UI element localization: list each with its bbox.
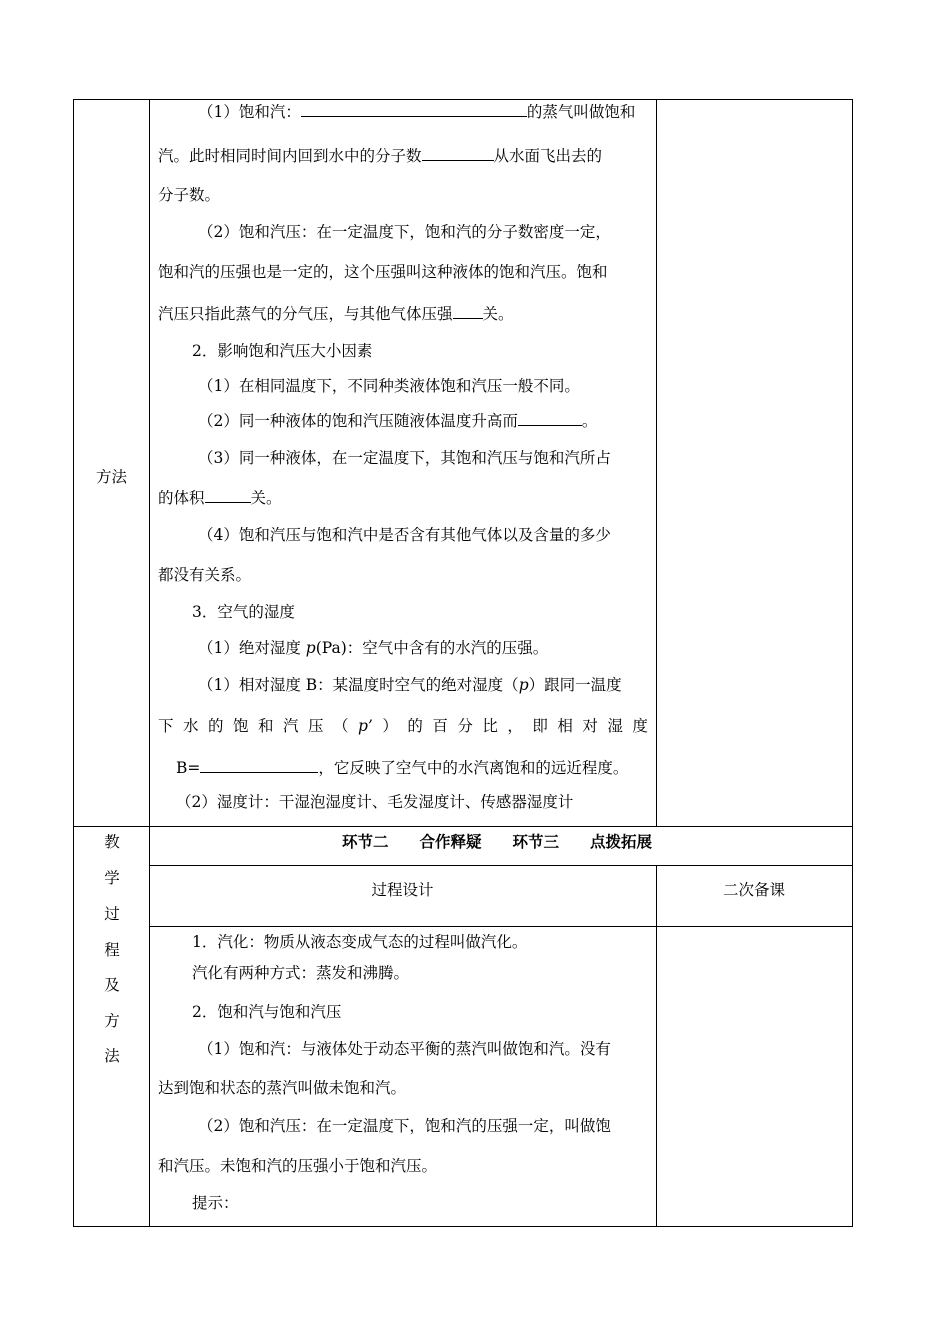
body-line: 的体积 关。	[158, 489, 282, 507]
body-line: 提示：	[192, 1194, 239, 1212]
section-header: 环节二 合作释疑 环节三 点拨拓展	[342, 832, 653, 851]
body-line: 汽化有两种方式：蒸发和沸腾。	[192, 964, 410, 982]
body-line: （2）湿度计：干湿泡湿度计、毛发湿度计、传感器湿度计	[176, 793, 574, 811]
method-label: 方法	[96, 468, 128, 486]
spread-line: 下 水 的 饱 和 汽 压 （ p’ ） 的 百 分 比 ， 即 相 对 湿 度	[158, 717, 648, 735]
label-char: 学	[104, 869, 120, 887]
row-divider	[73, 826, 853, 827]
label-char: 程	[104, 941, 120, 959]
column-header-second: 二次备课	[722, 881, 785, 899]
body-line: B= ，它反映了空气中的水汽离饱和的远近程度。	[176, 759, 629, 777]
body-line: （2）同一种液体的饱和汽压随液体温度升高而 。	[198, 412, 598, 430]
notes-column-divider-upper	[656, 99, 657, 826]
body-line: 和汽压。未饱和汽的压强小于饱和汽压。	[158, 1157, 438, 1175]
blank-line	[518, 411, 582, 426]
body-line: （1）绝对湿度 p(Pa)：空气中含有的水汽的压强。	[198, 639, 549, 657]
body-line: 1．汽化：物质从液态变成气态的过程叫做汽化。	[192, 933, 528, 951]
body-line: （1）饱和汽：与液体处于动态平衡的蒸汽叫做饱和汽。没有	[198, 1040, 611, 1058]
table-top-border	[73, 99, 853, 100]
section-heading: 2．饱和汽与饱和汽压	[192, 1003, 342, 1021]
table-bottom-border	[73, 1226, 853, 1227]
section-heading: 3．空气的湿度	[192, 603, 295, 621]
body-line: 达到饱和状态的蒸汽叫做未饱和汽。	[158, 1079, 407, 1097]
header-divider	[149, 865, 853, 866]
notes-column-divider-lower	[656, 865, 657, 1226]
blank-line	[205, 488, 251, 503]
blank-line	[422, 146, 494, 161]
body-line: （4）饱和汽压与饱和汽中是否含有其他气体以及含量的多少	[198, 526, 611, 544]
body-line: （1）在相同温度下，不同种类液体饱和汽压一般不同。	[198, 377, 580, 395]
body-line: 都没有关系。	[158, 566, 252, 584]
blank-line	[453, 304, 483, 319]
label-char: 及	[104, 976, 120, 994]
blank-line	[301, 102, 527, 117]
blank-line	[200, 758, 318, 773]
table-right-border	[852, 99, 853, 1226]
label-char: 过	[104, 905, 120, 923]
section-heading: 2．影响饱和汽压大小因素	[192, 342, 373, 360]
column-header-divider	[149, 926, 853, 927]
body-line: 分子数。	[158, 186, 221, 204]
body-line: （2）饱和汽压：在一定温度下，饱和汽的分子数密度一定，	[198, 223, 611, 241]
column-header-process: 过程设计	[371, 881, 434, 899]
body-line: （1）相对湿度 B：某温度时空气的绝对湿度（p）跟同一温度	[198, 676, 622, 694]
label-char: 教	[104, 833, 120, 851]
body-line: 汽。此时相同时间内回到水中的分子数 从水面飞出去的	[158, 147, 603, 165]
body-line: （2）饱和汽压：在一定温度下，饱和汽的压强一定，叫做饱	[198, 1117, 611, 1135]
label-char: 法	[104, 1047, 120, 1065]
body-line: 汽压只指此蒸气的分气压，与其他气体压强 关。	[158, 305, 514, 323]
body-line: 饱和汽的压强也是一定的，这个压强叫这种液体的饱和汽压。饱和	[158, 263, 608, 281]
body-line: （3）同一种液体，在一定温度下，其饱和汽压与饱和汽所占	[198, 449, 611, 467]
body-line: （1）饱和汽： 的蒸气叫做饱和	[198, 103, 636, 121]
label-char: 方	[104, 1012, 120, 1030]
